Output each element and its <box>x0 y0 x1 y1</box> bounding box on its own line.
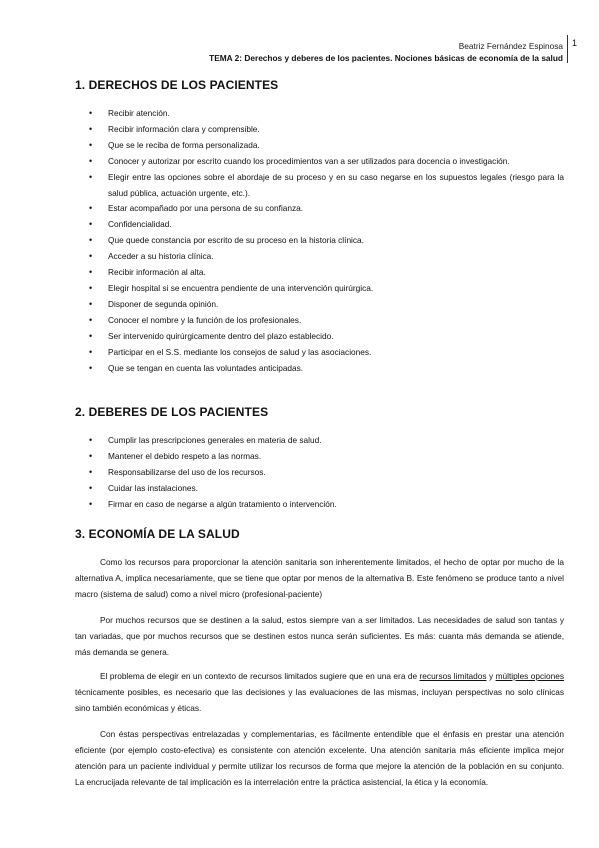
bullet-icon: • <box>89 314 93 325</box>
list-item <box>88 217 564 233</box>
bullet-icon: • <box>89 108 93 118</box>
list-item <box>88 201 564 217</box>
list-item <box>88 265 564 281</box>
list-item <box>88 106 564 122</box>
list-item-text: Conocer el nombre y la función de los profesionales. <box>108 314 302 325</box>
header-divider <box>567 35 568 63</box>
page-number: 1 <box>572 38 578 48</box>
list-item <box>88 345 564 361</box>
bullet-icon: • <box>89 282 93 293</box>
bullet-icon: • <box>89 498 93 509</box>
list-item-text: Elegir hospital si se encuentra pendiente de una intervención quirúrgica. <box>108 282 374 293</box>
header-author: Beatriz Fernández Espinosa <box>458 41 563 51</box>
list-item-text: Recibir información clara y comprensible. <box>108 123 260 134</box>
section-heading-economia: 3. ECONOMÍA DE LA SALUD <box>75 527 240 541</box>
list-item <box>88 233 564 249</box>
bullet-icon: • <box>89 235 93 246</box>
paragraph-2: Por muchos recursos que se destinen a la salud, estos siempre van a ser limitados. Las necesidades de salud son tantas y tan variadas, que por muchos recursos que se destinen estos nunca serán suficientes. Es más: cuanta más demanda se atiende, más demanda se genera. <box>75 615 564 657</box>
paragraph-4: Con éstas perspectivas entrelazadas y complementarias, es fácilmente entendible que el énfasis en prestar una atención eficiente (por ejemplo costo-efectiva) es consistente con atención excelente. Una atención sanitaria más eficiente implica mejor atención para un paciente individual y permite utilizar los recursos de forma que mejore la atención de la población en su conjunto. La encrucijada relevante de tal implicación es la interrelación entre la práctica asistencial, la ética y la economía. <box>75 729 564 787</box>
page-header <box>209 40 563 64</box>
bullet-icon: • <box>89 171 93 182</box>
list-item <box>88 122 564 138</box>
bullet-icon: • <box>89 203 93 214</box>
list-item <box>88 138 564 154</box>
list-item-text: Firmar en caso de negarse a algún tratamiento o intervención. <box>108 498 337 509</box>
list-item <box>88 154 564 170</box>
section-heading-derechos: 1. DERECHOS DE LOS PACIENTES <box>75 78 279 92</box>
list-item-text: Confidencialidad. <box>108 219 172 230</box>
list-item-text: Cuidar las instalaciones. <box>108 482 198 493</box>
derechos-list <box>88 106 564 376</box>
bullet-icon: • <box>89 346 93 357</box>
bullet-icon: • <box>89 435 93 445</box>
list-item-text: Ser intervenido quirúrgicamente dentro del plazo establecido. <box>108 330 334 341</box>
list-item <box>88 170 564 202</box>
underlined-recursos-limitados: recursos limitados <box>419 671 487 681</box>
list-item-text: Estar acompañado por una persona de su confianza. <box>108 203 304 214</box>
list-item <box>88 497 564 513</box>
bullet-icon: • <box>89 139 93 150</box>
list-item-text: Mantener el debido respeto a las normas. <box>108 450 262 461</box>
list-item <box>88 361 564 377</box>
list-item <box>88 249 564 265</box>
list-item <box>88 297 564 313</box>
list-item-text: Que quede constancia por escrito de su proceso en la historia clínica. <box>108 235 364 246</box>
list-item-text: Acceder a su historia clínica. <box>108 251 214 262</box>
list-item <box>88 449 564 465</box>
list-item-text: Participar en el S.S. mediante los consejos de salud y las asociaciones. <box>108 346 372 357</box>
underlined-multiples-opciones: múltiples opciones <box>495 671 564 681</box>
list-item-text: Disponer de segunda opinión. <box>108 298 219 309</box>
list-item-text: Que se tengan en cuenta las voluntades anticipadas. <box>108 362 304 373</box>
paragraph-1: Como los recursos para proporcionar la atención sanitaria son inherentemente limitados, el hecho de optar por mucho de la alternativa A, implica necesariamente, que se tiene que optar por menos de la alternativa B. Este fenómeno se produce tanto a nivel macro (sistema de salud) como a nivel micro (profesional-paciente) <box>75 557 564 599</box>
list-item <box>88 481 564 497</box>
bullet-icon: • <box>89 362 93 373</box>
paragraph-3-text-c: técnicamente posibles, es necesario que las decisiones y las evaluaciones de las mismas, incluyan perspectivas no solo clínicas sino también económicas y éticas. <box>75 687 564 713</box>
bullet-icon: • <box>89 482 93 493</box>
list-item <box>88 465 564 481</box>
bullet-icon: • <box>89 466 93 477</box>
list-item-text: Recibir información al alta. <box>108 267 206 278</box>
bullet-icon: • <box>89 330 93 341</box>
list-item <box>88 313 564 329</box>
section-heading-deberes: 2. DEBERES DE LOS PACIENTES <box>75 405 269 419</box>
paragraph-3-text-a: El problema de elegir en un contexto de recursos limitados sugiere que en una era de <box>100 671 420 681</box>
list-item <box>88 281 564 297</box>
deberes-list <box>88 433 564 513</box>
list-item-text: Responsabilizarse del uso de los recursos. <box>108 466 266 477</box>
list-item-text: Elegir entre las opciones sobre el abordaje de su proceso y en su caso negarse en los supuestos legales (riesgo para la salud pública, actuación urgente, etc.). <box>108 171 564 198</box>
bullet-icon: • <box>89 155 93 166</box>
header-title: TEMA 2: Derechos y deberes de los pacientes. Nociones básicas de economía de la salud <box>209 53 563 63</box>
list-item <box>88 329 564 345</box>
list-item <box>88 433 564 449</box>
paragraph-3 <box>75 668 564 716</box>
paragraph-3-text-b: y <box>486 671 496 681</box>
bullet-icon: • <box>89 267 93 278</box>
list-item-text: Conocer y autorizar por escrito cuando los procedimientos van a ser utilizados para docencia o investigación. <box>108 155 510 166</box>
bullet-icon: • <box>89 123 93 134</box>
bullet-icon: • <box>89 251 93 262</box>
list-item-text: Cumplir las prescripciones generales en materia de salud. <box>108 435 322 445</box>
list-item-text: Que se le reciba de forma personalizada. <box>108 139 260 150</box>
list-item-text: Recibir atención. <box>108 108 170 118</box>
bullet-icon: • <box>89 450 93 461</box>
bullet-icon: • <box>89 219 93 230</box>
bullet-icon: • <box>89 298 93 309</box>
